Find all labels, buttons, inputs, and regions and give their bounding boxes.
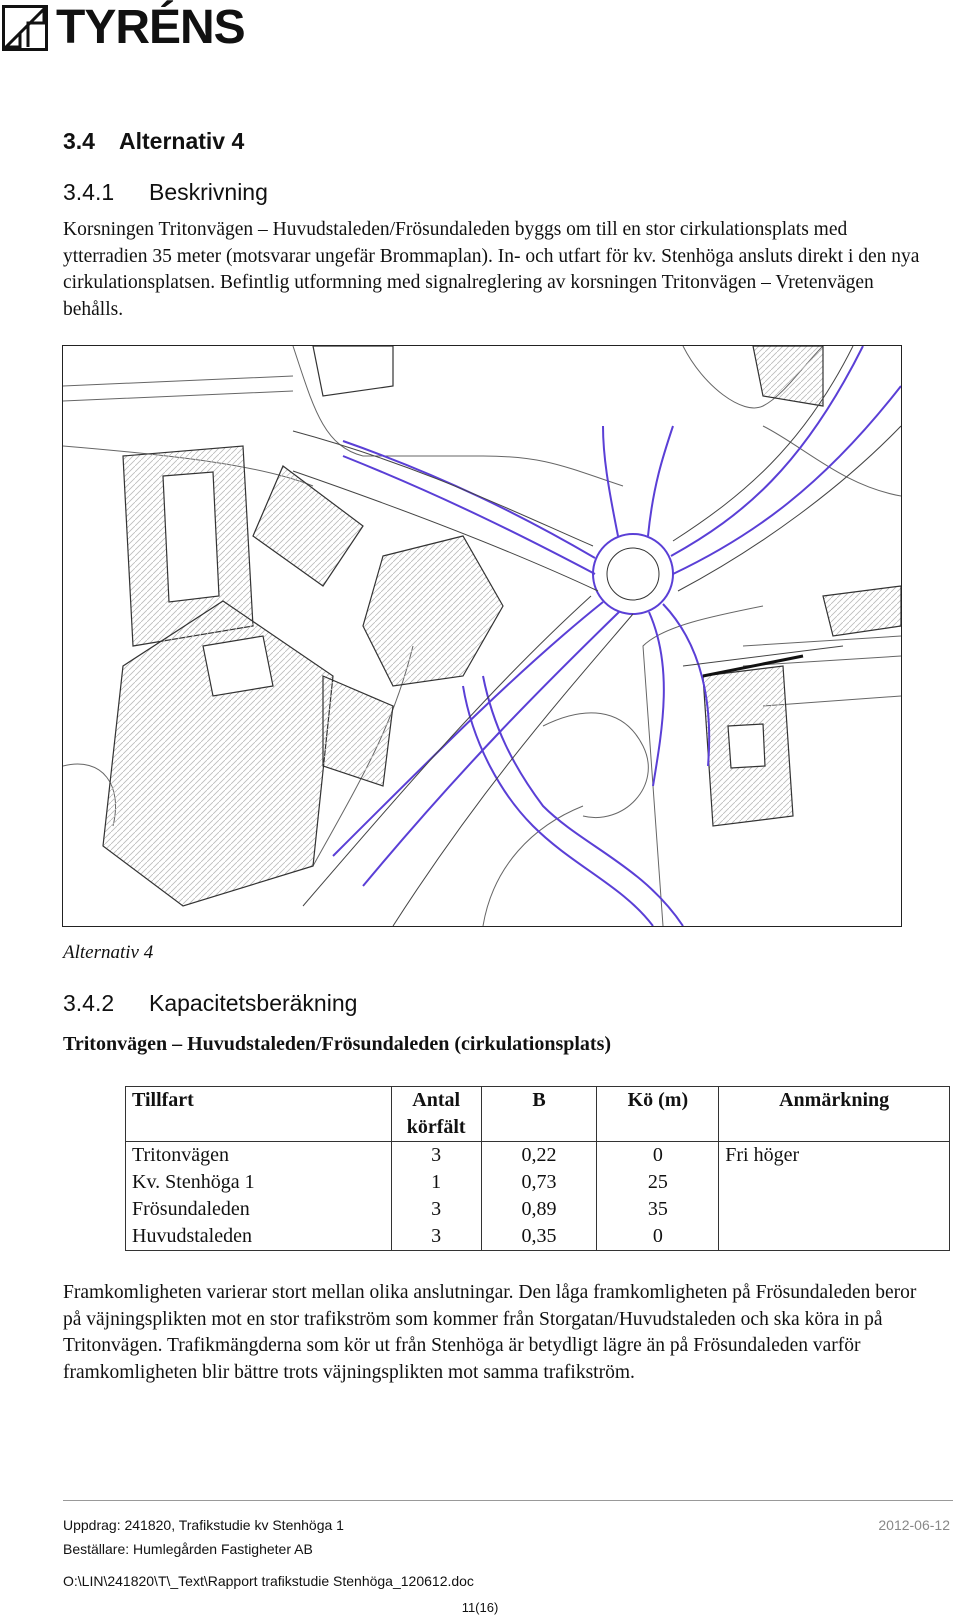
column-header: Kö (m) [597,1087,719,1142]
buildings [103,346,901,906]
column-header: Anmärkning [719,1087,950,1142]
figure-caption: Alternativ 4 [63,942,154,963]
table-cell: 35 [597,1196,719,1223]
table-row [126,1223,950,1251]
table-title: Tritonvägen – Huvudstaleden/Frösundaleden (cirkulationsplats) [63,1033,612,1055]
table-cell [719,1196,950,1223]
footer-client: Beställare: Humlegården Fastigheter AB [63,1541,313,1557]
table-cell: 3 [391,1223,481,1251]
section-number: 3.4 [63,128,95,154]
table-cell: 3 [391,1142,481,1170]
table-cell: 0,73 [481,1169,597,1196]
column-header: Antal körfält [391,1087,481,1142]
table-cell [719,1223,950,1251]
intro-paragraph: Korsningen Tritonvägen – Huvudstaleden/Frösundaleden byggs om till en stor cirkulationsplats med ytterradien 35 meter (motsvarar ungefär Brommaplan). In- och utfart för kv. Stenhöga ansluts direkt i den nya cirkulationsplatsen. Befintlig utformning med signalreglering av korsningen Tritonvägen – Vretenvägen behålls. [63,219,920,320]
table-cell: Frösundaleden [126,1196,392,1223]
footer-divider [63,1500,953,1501]
table-row [126,1169,950,1196]
page-number: 11(16) [461,1600,499,1615]
table-cell: 25 [597,1169,719,1196]
table-cell: Tritonvägen [126,1142,392,1170]
table-row [126,1196,950,1223]
company-logo [2,1,245,54]
closing-paragraph: Framkomligheten varierar stort mellan olika anslutningar. Den låga framkomligheten på Frösundaleden beror på väjningsplikten mot en stor trafikström som kommer från Storgatan/Huvudstaleden och ska köra in på Tritonvägen. Trafikmängderna som kör ut från Stenhöga är betydligt lägre än på Frösundaleden varför framkomligheten blir bättre trots väjningsplikten mot samma trafikström. [63,1282,917,1383]
roundabout-plan-drawing [62,345,902,927]
table-cell: Huvudstaleden [126,1223,392,1251]
subsection-number: 3.4.2 [63,990,115,1016]
subsection-title: Kapacitetsberäkning [149,990,358,1016]
subsection-title: Beskrivning [149,179,268,205]
table-cell: 0 [597,1142,719,1170]
tyrens-logo-icon [2,5,48,51]
section-heading [63,128,244,155]
footer-assignment: Uppdrag: 241820, Trafikstudie kv Stenhöga 1 [63,1517,344,1533]
table-cell: Fri höger [719,1142,950,1170]
table-cell: 0 [597,1223,719,1251]
footer-date: 2012-06-12 [878,1517,950,1533]
subsection-heading-capacity [63,990,357,1017]
subsection-heading-description [63,179,268,206]
column-header: Tillfart [126,1087,392,1142]
plan-drawing-svg [63,346,901,926]
subsection-number: 3.4.1 [63,179,115,205]
logo-wordmark: TYRÉNS [56,1,245,54]
table-cell [719,1169,950,1196]
table-cell: 0,35 [481,1223,597,1251]
table-row [126,1142,950,1170]
table-cell: 0,22 [481,1142,597,1170]
section-title: Alternativ 4 [119,128,245,154]
table-cell: Kv. Stenhöga 1 [126,1169,392,1196]
footer-file-path: O:\LIN\241820\T\_Text\Rapport trafikstudie Stenhöga_120612.doc [63,1573,474,1589]
capacity-table [125,1086,950,1251]
table-cell: 3 [391,1196,481,1223]
column-header: B [481,1087,597,1142]
table-header-row [126,1087,950,1142]
table-cell: 0,89 [481,1196,597,1223]
table-cell: 1 [391,1169,481,1196]
